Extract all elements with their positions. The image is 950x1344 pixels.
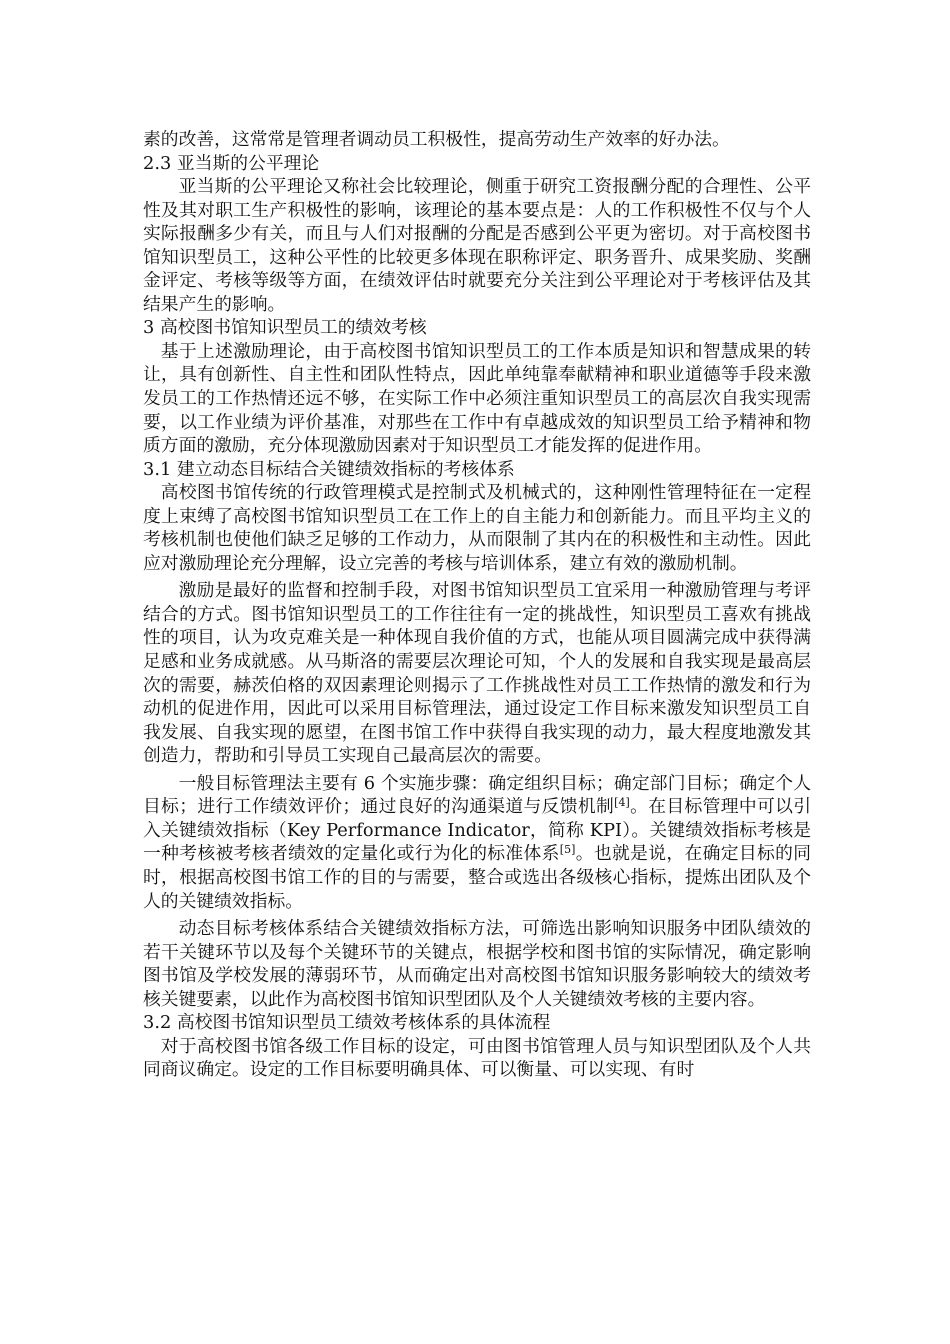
paragraph-3: 基于上述激励理论，由于高校图书馆知识型员工的工作本质是知识和智慧成果的转让，具有创新性、自主性和团队性特点，因此单纯靠奉献精神和职业道德等手段来激发员工的工作热情还远不够，在实际工作中必须注重知识型员工的高层次自我实现需要，以工作业绩为评价基准，对那些在工作中有卓越成效的知识型员工给予精神和物质方面的激励，充分体现激励因素对于知识型员工才能发挥的促进作用。 xyxy=(143,340,811,457)
paragraph-3-2: 对于高校图书馆各级工作目标的设定，可由图书馆管理人员与知识型团队及个人共同商议确定。设定的工作目标要明确具体、可以衡量、可以实现、有时 xyxy=(143,1035,811,1081)
heading-2-3: 2.3 亚当斯的公平理论 xyxy=(143,152,320,174)
document-page xyxy=(143,128,811,1082)
paragraph-3-1-c xyxy=(143,772,811,913)
paragraph-3-1-c-part3: 。也就是说，在确定目标的同时，根据高校图书馆工作的目的与需要，整合或选出各级核心指标，提炼出团队及个人的关键绩效指标。 xyxy=(143,843,811,912)
paragraph-2-3: 亚当斯的公平理论又称社会比较理论，侧重于研究工资报酬分配的合理性、公平性及其对职工生产积极性的影响，该理论的基本要点是：人的工作积极性不仅与个人实际报酬多少有关，而且与人们对报酬的分配是否感到公平更为密切。对于高校图书馆知识型员工，这种公平性的比较更多体现在职称评定、职务晋升、成果奖励、奖酬金评定、考核等级等方面，在绩效评估时就要充分关注到公平理论对于考核评估及其结果产生的影响。 xyxy=(143,176,811,315)
paragraph-3-1-c-part1: 一般目标管理法主要有 6 个实施步骤：确定组织目标；确定部门目标；确定个人目标；进行工作绩效评价；通过良好的沟通渠道与反馈机制 xyxy=(143,772,811,818)
paragraph-intro-tail: 素的改善，这常常是管理者调动员工积极性，提高劳动生产效率的好办法。 xyxy=(143,129,730,150)
paragraph-3-1-c-part2: 。在目标管理中可以引入关键绩效指标（Key Performance Indicator，简称 KPI）。关键绩效指标考核是一种考核被考核者绩效的定量化或行为化的标准体系 xyxy=(143,796,811,865)
citation-5: [5] xyxy=(559,843,576,857)
citation-4: [4] xyxy=(614,796,630,810)
heading-3-1: 3.1 建立动态目标结合关键绩效指标的考核体系 xyxy=(143,458,515,480)
heading-3-2: 3.2 高校图书馆知识型员工绩效考核体系的具体流程 xyxy=(143,1012,551,1034)
paragraph-3-1-d: 动态目标考核体系结合关键绩效指标方法，可筛选出影响知识服务中团队绩效的若干关键环节以及每个关键环节的关键点，根据学校和图书馆的实际情况，确定影响图书馆及学校发展的薄弱环节，从而确定出对高校图书馆知识服务影响较大的绩效考核关键要素，以此作为高校图书馆知识型团队及个人关键绩效考核的主要内容。 xyxy=(143,918,811,1010)
paragraph-3-1-b: 激励是最好的监督和控制手段，对图书馆知识型员工宜采用一种激励管理与考评结合的方式。图书馆知识型员工的工作往往有一定的挑战性，知识型员工喜欢有挑战性的项目，认为攻克难关是一种体现自我价值的方式，也能从项目圆满完成中获得满足感和业务成就感。从马斯洛的需要层次理论可知，个人的发展和自我实现是最高层次的需要，赫茨伯格的双因素理论则揭示了工作挑战性对员工工作热情的激发和行为动机的促进作用，因此可以采用目标管理法，通过设定工作目标来激发知识型员工自我发展、自我实现的愿望，在图书馆工作中获得自我实现的动力，最大程度地激发其创造力，帮助和引导员工实现自己最高层次的需要。 xyxy=(143,580,811,767)
paragraph-3-1-a: 高校图书馆传统的行政管理模式是控制式及机械式的，这种刚性管理特征在一定程度上束缚了高校图书馆知识型员工在工作上的自主能力和创新能力。而且平均主义的考核机制也使他们缺乏足够的工作动力，从而限制了其内在的积极性和主动性。因此应对激励理论充分理解，设立完善的考核与培训体系，建立有效的激励机制。 xyxy=(143,482,811,574)
heading-3: 3 高校图书馆知识型员工的绩效考核 xyxy=(143,317,427,339)
